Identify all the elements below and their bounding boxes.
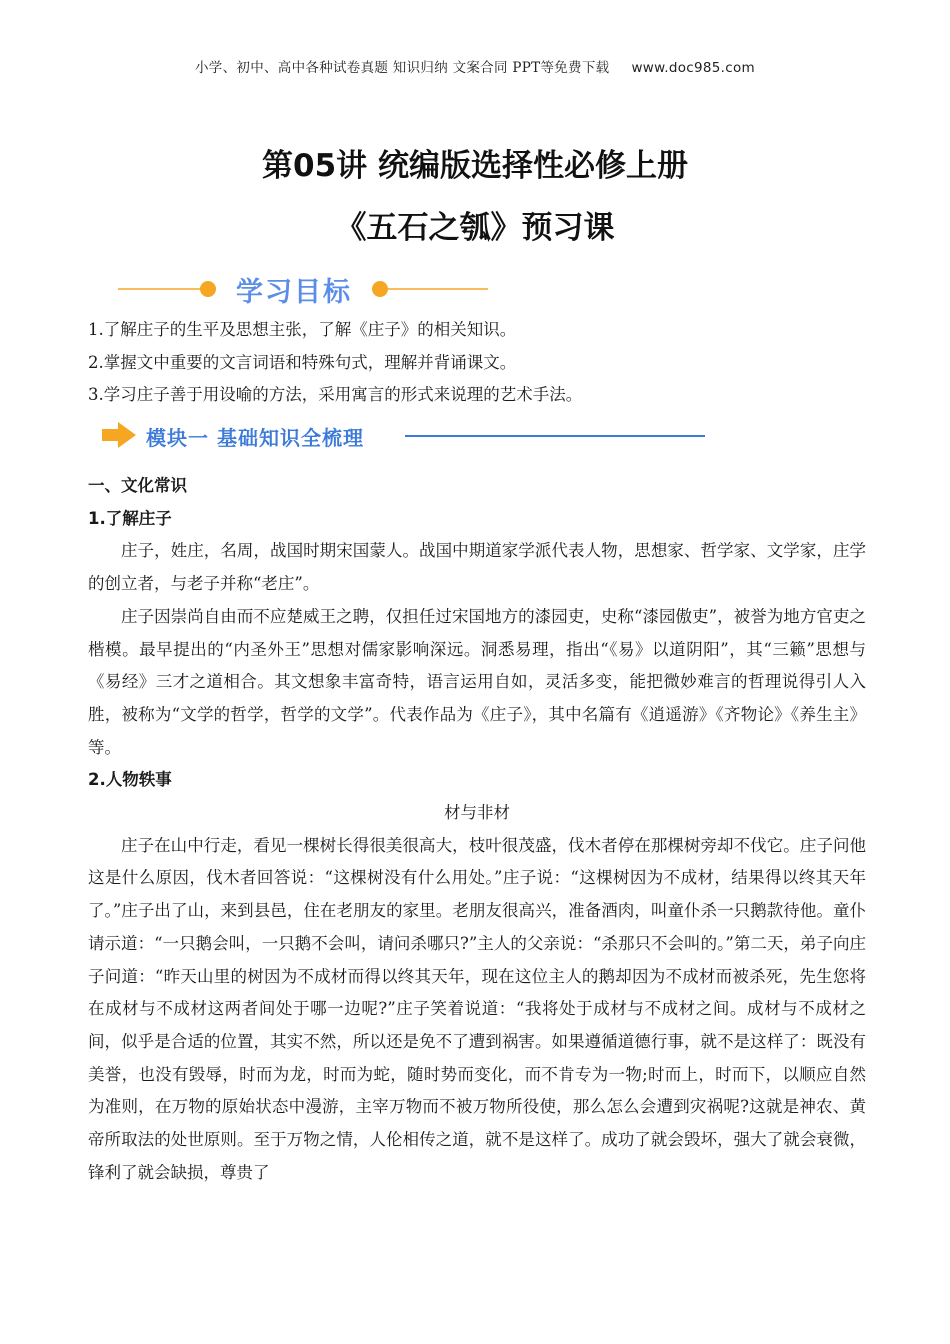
header-url[interactable]: www.doc985.com bbox=[631, 60, 755, 76]
subsection-heading: 2.人物轶事 bbox=[88, 770, 172, 790]
main-content bbox=[88, 470, 866, 1189]
objective-item: 3.学习庄子善于用设喻的方法，采用寓言的形式来说理的艺术手法。 bbox=[88, 385, 583, 404]
header-text: 小学、初中、高中各种试卷真题 知识归纳 文案合同 PPT等免费下载 bbox=[195, 60, 610, 76]
paragraph: 庄子因崇尚自由而不应楚威王之聘，仅担任过宋国地方的漆园吏，史称“漆园傲吏”，被誉为地方官吏之楷模。最早提出的“内圣外王”思想对儒家影响深远。洞悉易理，指出“《易》以道阴阳”，其“三籁”思想与《易经》三才之道相合。其文想象丰富奇特，语言运用自如，灵活多变，能把微妙难言的哲理说得引人入胜，被称为“文学的哲学，哲学的文学”。代表作品为《庄子》，其中名篇有《逍遥游》《齐物论》《养生主》等。 bbox=[88, 606, 866, 757]
objectives-banner-label: 学习目标 bbox=[236, 277, 352, 308]
arrow-right-icon bbox=[100, 420, 140, 450]
story-paragraph: 庄子在山中行走，看见一棵树长得很美很高大，枝叶很茂盛，伐木者停在那棵树旁却不伐它。庄子问他这是什么原因，伐木者回答说：“这棵树没有什么用处。”庄子说：“这棵树因为不成材，结果得以终其天年了。”庄子出了山，来到县邑，住在老朋友的家里。老朋友很高兴，准备酒肉，叫童仆杀一只鹅款待他。童仆请示道：“一只鹅会叫，一只鹅不会叫，请问杀哪只?”主人的父亲说：“杀那只不会叫的。”第二天，弟子向庄子问道：“昨天山里的树因为不成材而得以终其天年，现在这位主人的鹅却因为不成材而被杀死，先生您将在成材与不成材这两者间处于哪一边呢?”庄子笑着说道：“我将处于成材与不成材之间。成材与不成材之间，似乎是合适的位置，其实不然，所以还是免不了遭到祸害。如果遵循道德行事，就不是这样了：既没有美誉，也没有毁辱，时而为龙，时而为蛇，随时势而变化，而不肯专为一物;时而上，时而下，以顺应自然为准则，在万物的原始状态中漫游，主宰万物而不被万物所役使，那么怎么会遭到灾祸呢?这就是神农、黄帝所取法的处世原则。至于万物之情，人伦相传之道，就不是这样了。成功了就会毁坏，强大了就会衰微，锋利了就会缺损，尊贵了 bbox=[88, 835, 866, 1182]
module-banner-label: 模块一 基础知识全梳理 bbox=[146, 426, 364, 450]
objectives-banner bbox=[118, 268, 498, 308]
module-banner bbox=[100, 418, 710, 454]
paragraph: 庄子，姓庄，名周，战国时期宋国蒙人。战国中期道家学派代表人物，思想家、哲学家、文学家，庄学的创立者，与老子并称“老庄”。 bbox=[88, 541, 866, 594]
objectives-list bbox=[88, 314, 878, 412]
page-subtitle: 《五石之瓠》预习课 bbox=[335, 210, 615, 246]
story-title: 材与非材 bbox=[444, 803, 510, 823]
module-divider bbox=[405, 435, 705, 437]
subsection-heading: 1.了解庄子 bbox=[88, 508, 172, 528]
objective-item: 1.了解庄子的生平及思想主张，了解《庄子》的相关知识。 bbox=[88, 320, 517, 339]
page-header bbox=[0, 56, 950, 76]
objective-item: 2.掌握文中重要的文言词语和特殊句式，理解并背诵课文。 bbox=[88, 352, 517, 372]
section-heading: 一、文化常识 bbox=[88, 476, 187, 495]
page-title: 第05讲 统编版选择性必修上册 bbox=[262, 148, 688, 184]
